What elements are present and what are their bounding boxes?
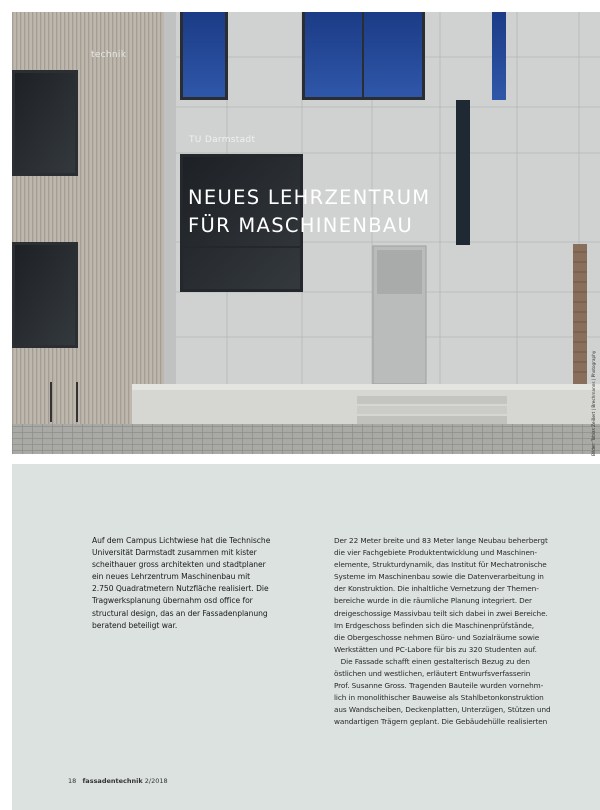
- section-label: technik: [91, 50, 127, 60]
- building-photo: [12, 12, 600, 454]
- lead-line: Auf dem Campus Lichtwiese hat die Technische: [92, 536, 271, 545]
- headline-line: NEUES LEHRZENTRUM: [188, 186, 431, 209]
- body-line: elemente, Strukturdynamik, das Institut für Mechatronische: [334, 560, 547, 570]
- lead-line: structural design, das an der Fassadenplanung: [92, 608, 268, 618]
- body-line: der Konstruktion. Die inhaltliche Vernetzung der Themen-: [334, 584, 539, 594]
- lead-line: scheithauer gross architekten und stadtplaner: [92, 560, 266, 570]
- lead-line: Universität Darmstadt zusammen mit kister: [92, 548, 257, 558]
- body-line: Prof. Susanne Gross. Tragenden Bauteile wurden vornehm-: [334, 681, 544, 691]
- body-line: Systeme im Maschinenbau sowie die Datenverarbeitung in: [334, 572, 544, 582]
- issue-number: 2/2018: [144, 777, 168, 785]
- body-line: dreigeschossige Massivbau teilt sich dabei in zwei Bereiche.: [334, 608, 548, 618]
- lead-line: ein neues Lehrzentrum Maschinenbau mit: [92, 572, 251, 582]
- body-line: Im Erdgeschoss befinden sich die Maschinenprüfstände,: [334, 620, 534, 630]
- lead-paragraph: [92, 535, 310, 632]
- lead-line: Tragwerksplanung übernahm osd office for: [92, 596, 253, 606]
- body-paragraph: [334, 535, 566, 729]
- body-line: östlichen und westlichen, erläutert Entwurfsverfasserin: [334, 669, 531, 679]
- body-line: lich in monolithischer Bauweise als Stahlbetonkonstruktion: [334, 693, 544, 703]
- body-line: aus Wandscheiben, Deckenplatten, Unterzügen, Stützen und: [334, 705, 551, 715]
- body-line: die vier Fachgebiete Produktentwicklung und Maschinen-: [334, 548, 537, 558]
- body-line: Die Fassade schafft einen gestalterisch Bezug zu den: [334, 656, 530, 666]
- body-line: Der 22 Meter breite und 83 Meter lange Neubau beherbergt: [334, 536, 548, 545]
- photo-credit: Bilder: Tobias Zeißert | Brechmanns | Photography: [591, 350, 596, 456]
- body-line: Werkstätten und PC-Labore für bis zu 320 Studenten auf.: [334, 644, 537, 654]
- lead-line: 2.750 Quadratmetern Nutzfläche realisiert. Die: [92, 584, 269, 594]
- body-line: bereiche wurde in die räumliche Planung integriert. Der: [334, 596, 532, 606]
- page-number: 18: [68, 777, 77, 785]
- body-line: wandartigen Trägern geplant. Die Gebäudehülle realisierten: [334, 717, 548, 727]
- lead-line: beratend beteiligt war.: [92, 620, 178, 630]
- body-line: die Obergeschosse nehmen Büro- und Sozialräume sowie: [334, 632, 540, 642]
- text-panel: [12, 464, 600, 810]
- magazine-name: fassadentechnik: [82, 777, 143, 785]
- article-headline: [188, 184, 430, 240]
- kicker-location: TU Darmstadt: [189, 135, 256, 145]
- headline-line: FÜR MASCHINENBAU: [188, 214, 414, 237]
- pavement: [12, 424, 600, 454]
- page-footer: [68, 777, 168, 785]
